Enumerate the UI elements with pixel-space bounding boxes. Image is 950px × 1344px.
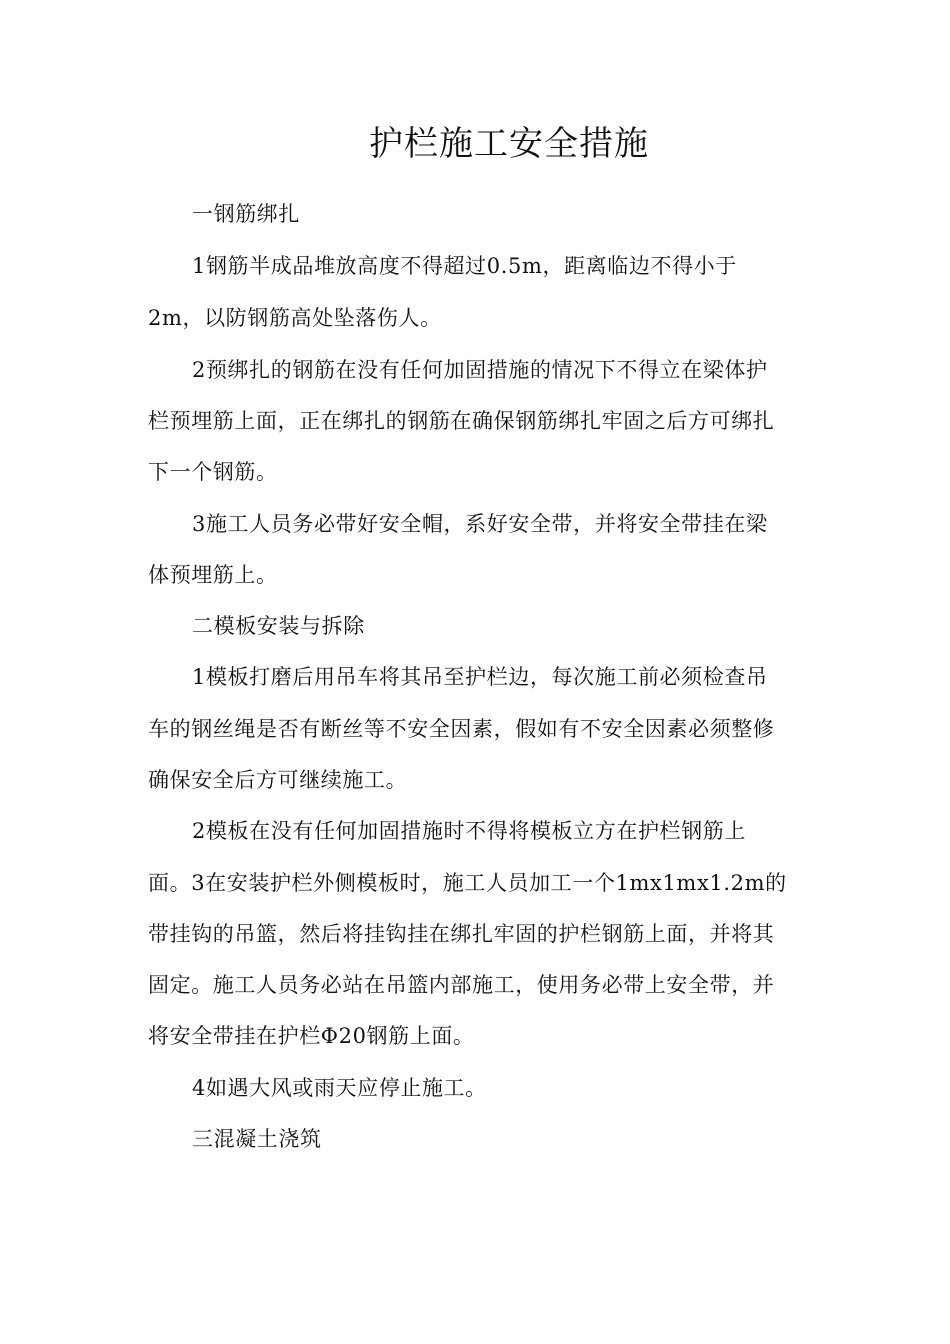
paragraph-line: 面。3在安装护栏外侧模板时，施工人员加工一个1mx1mx1.2m的	[148, 871, 787, 895]
paragraph-line: 栏预埋筋上面，正在绑扎的钢筋在确保钢筋绑扎牢固之后方可绑扎	[148, 409, 775, 433]
paragraph-line: 将安全带挂在护栏Φ20钢筋上面。	[148, 1024, 475, 1048]
paragraph-line: 确保安全后方可继续施工。	[148, 768, 408, 792]
paragraph-line: 固定。施工人员务必站在吊篮内部施工，使用务必带上安全带，并	[148, 973, 775, 997]
paragraph-line: 下一个钢筋。	[148, 460, 278, 484]
paragraph-line: 带挂钩的吊篮，然后将挂钩挂在绑扎牢固的护栏钢筋上面，并将其	[148, 922, 775, 946]
document-title: 护栏施工安全措施	[369, 124, 649, 164]
section-heading-formwork: 二模板安装与拆除	[192, 614, 365, 638]
paragraph-line: 3施工人员务必带好安全帽，系好安全带，并将安全带挂在梁	[192, 512, 768, 536]
paragraph-line: 体预埋筋上。	[148, 563, 278, 587]
paragraph-line: 车的钢丝绳是否有断丝等不安全因素，假如有不安全因素必须整修	[148, 717, 775, 741]
paragraph-line: 2模板在没有任何加固措施时不得将模板立方在护栏钢筋上	[192, 819, 746, 843]
section-heading-concrete: 三混凝土浇筑	[192, 1127, 322, 1151]
paragraph-line: 4如遇大风或雨天应停止施工。	[192, 1076, 487, 1100]
paragraph-line: 1模板打磨后用吊车将其吊至护栏边，每次施工前必须检查吊	[192, 665, 768, 689]
paragraph-line: 2m，以防钢筋高处坠落伤人。	[148, 306, 442, 330]
section-heading-rebar: 一钢筋绑扎	[192, 202, 300, 226]
paragraph-line: 2预绑扎的钢筋在没有任何加固措施的情况下不得立在梁体护	[192, 358, 768, 382]
paragraph-line: 1钢筋半成品堆放高度不得超过0.5m，距离临边不得小于	[192, 254, 737, 278]
